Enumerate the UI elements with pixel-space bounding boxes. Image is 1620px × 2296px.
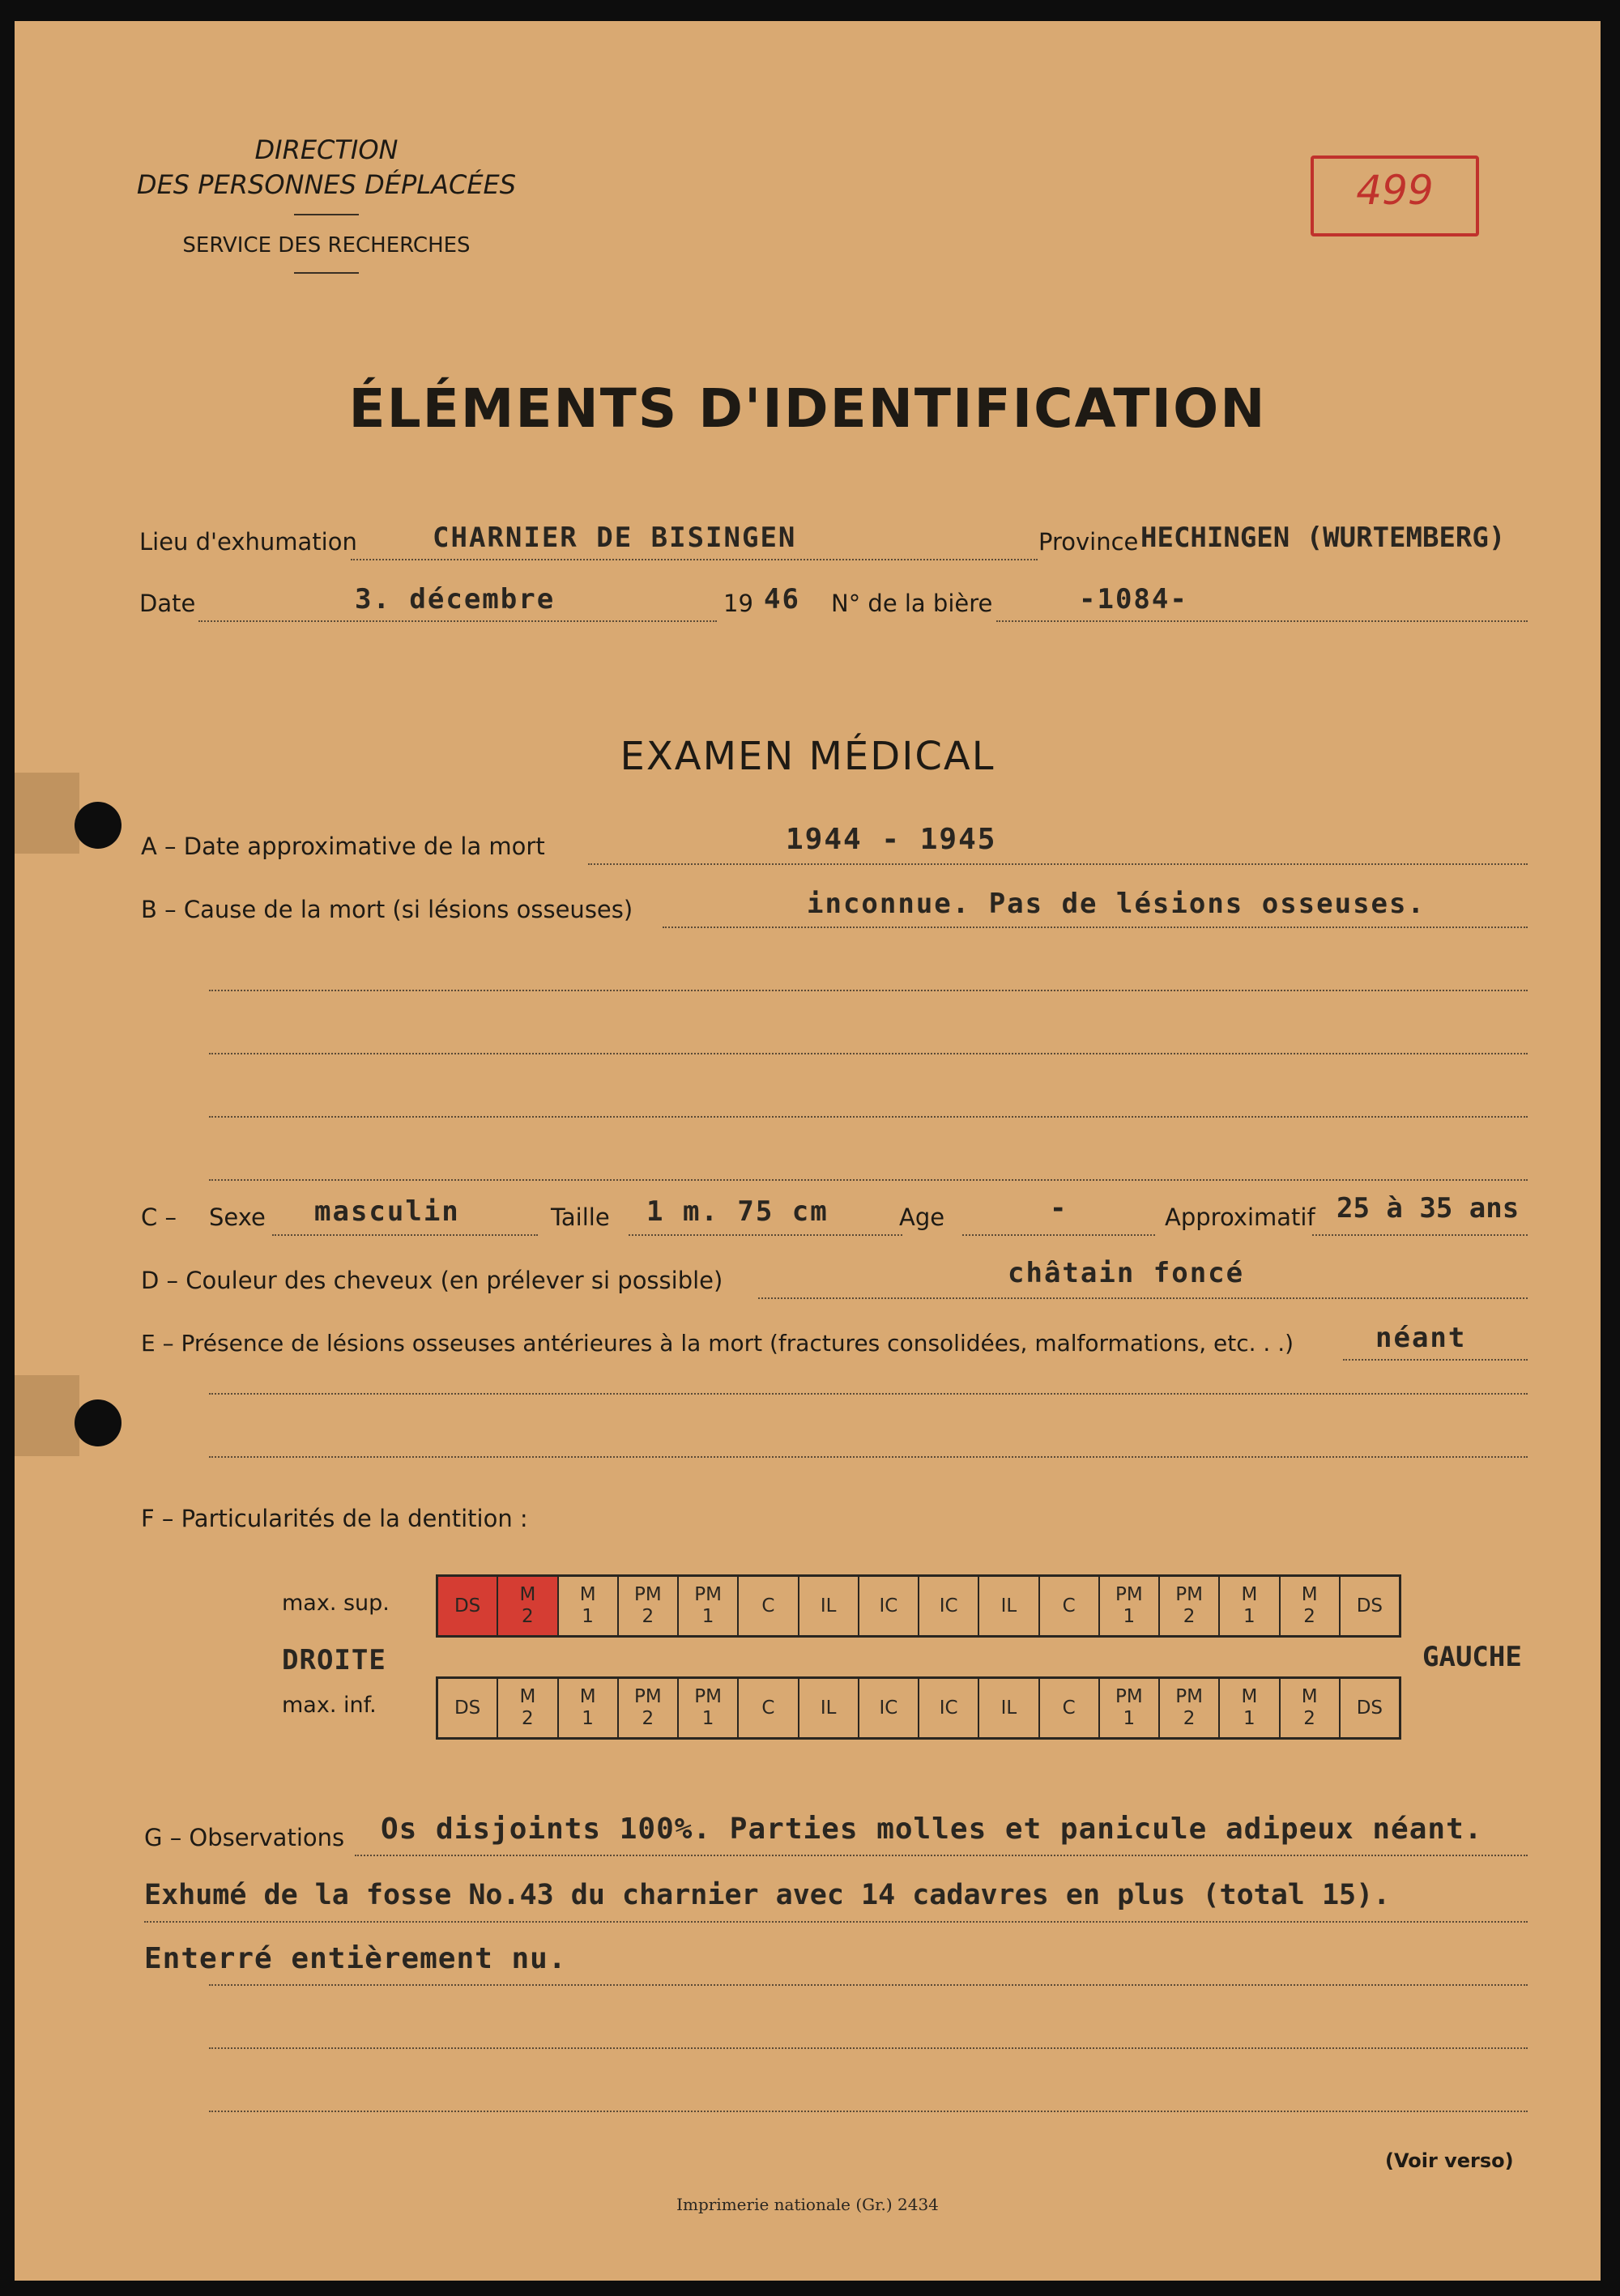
lieu-dotted-line bbox=[351, 559, 1038, 560]
tooth-cell bbox=[1040, 1577, 1100, 1635]
field-f-label: F – Particularités de la dentition : bbox=[141, 1505, 528, 1532]
tooth-cell bbox=[739, 1679, 799, 1737]
header-divider bbox=[294, 272, 359, 274]
field-b-value: inconnue. Pas de lésions osseuses. bbox=[807, 888, 1426, 920]
tooth-cell bbox=[619, 1577, 679, 1635]
biere-dotted-line bbox=[996, 620, 1528, 622]
sexe-dotted-line bbox=[272, 1234, 538, 1236]
tooth-cell bbox=[979, 1577, 1039, 1635]
observations-dotted-line bbox=[355, 1855, 1528, 1856]
tooth-cell bbox=[438, 1577, 498, 1635]
tooth-type: C bbox=[761, 1595, 775, 1617]
upper-teeth-row bbox=[436, 1574, 1401, 1638]
page-title: ÉLÉMENTS D'IDENTIFICATION bbox=[348, 377, 1267, 440]
tooth-type: IC bbox=[879, 1697, 898, 1719]
header-divider bbox=[294, 214, 359, 215]
age-label: Age bbox=[899, 1203, 945, 1231]
tooth-type: PM bbox=[694, 1686, 722, 1707]
tooth-cell bbox=[739, 1577, 799, 1635]
tooth-cell bbox=[1341, 1679, 1399, 1737]
approx-label: Approximatif bbox=[1165, 1203, 1315, 1231]
blank-dotted-line bbox=[209, 1053, 1528, 1054]
lieu-label: Lieu d'exhumation bbox=[139, 528, 357, 556]
tooth-number: 2 bbox=[642, 1708, 654, 1729]
tooth-cell bbox=[1281, 1577, 1341, 1635]
field-b-label: B – Cause de la mort (si lésions osseuses) bbox=[141, 896, 633, 923]
tooth-cell bbox=[498, 1679, 558, 1737]
field-c-prefix: C – bbox=[141, 1203, 177, 1231]
tooth-cell bbox=[1040, 1679, 1100, 1737]
tooth-number: 2 bbox=[522, 1606, 534, 1627]
tooth-number: 2 bbox=[1303, 1606, 1315, 1627]
tooth-type: IC bbox=[939, 1595, 958, 1617]
field-a-value: 1944 - 1945 bbox=[786, 823, 997, 856]
tooth-number: 1 bbox=[1123, 1708, 1136, 1729]
tooth-type: DS bbox=[1356, 1697, 1383, 1719]
tooth-type: IL bbox=[1000, 1697, 1017, 1719]
tooth-type: C bbox=[1062, 1697, 1076, 1719]
tooth-type: DS bbox=[454, 1595, 481, 1617]
field-d-dotted-line bbox=[758, 1297, 1528, 1299]
observation-line-3: Enterré entièrement nu. bbox=[144, 1942, 567, 1975]
field-a-dotted-line bbox=[588, 863, 1528, 865]
tooth-cell bbox=[799, 1577, 859, 1635]
tooth-type: M bbox=[1241, 1686, 1258, 1707]
tooth-number: 2 bbox=[642, 1606, 654, 1627]
tooth-number: 1 bbox=[701, 1606, 714, 1627]
sexe-value: masculin bbox=[314, 1195, 460, 1228]
tooth-cell bbox=[919, 1577, 979, 1635]
left-side-label: GAUCHE bbox=[1422, 1641, 1522, 1673]
tooth-cell bbox=[438, 1679, 498, 1737]
tooth-number: 2 bbox=[1183, 1708, 1196, 1729]
sexe-label: Sexe bbox=[209, 1203, 266, 1231]
tooth-type: IL bbox=[820, 1697, 837, 1719]
punch-hole bbox=[75, 802, 122, 849]
tooth-type: M bbox=[1241, 1584, 1258, 1605]
observations-dotted-line bbox=[144, 1921, 1528, 1923]
taille-dotted-line bbox=[629, 1234, 902, 1236]
tooth-type: M bbox=[519, 1686, 536, 1707]
tooth-type: DS bbox=[1356, 1595, 1383, 1617]
tooth-cell bbox=[859, 1679, 919, 1737]
upper-jaw-label: max. sup. bbox=[282, 1591, 390, 1616]
header-direction: DIRECTION bbox=[254, 134, 399, 165]
header-service: SERVICE DES RECHERCHES bbox=[182, 233, 471, 258]
tooth-cell bbox=[1281, 1679, 1341, 1737]
field-e-label: E – Présence de lésions osseuses antérieures à la mort (fractures consolidées, malformations, etc. . .) bbox=[141, 1330, 1294, 1357]
taille-label: Taille bbox=[551, 1203, 610, 1231]
section-title: EXAMEN MÉDICAL bbox=[620, 734, 995, 779]
ref-number: 499 bbox=[1356, 167, 1434, 214]
tooth-cell bbox=[1100, 1577, 1160, 1635]
tooth-number: 1 bbox=[1243, 1606, 1256, 1627]
voir-verso: (Voir verso) bbox=[1385, 2149, 1514, 2172]
lieu-value: CHARNIER DE BISINGEN bbox=[433, 522, 797, 554]
tooth-type: PM bbox=[1115, 1584, 1143, 1605]
tooth-number: 1 bbox=[1243, 1708, 1256, 1729]
tooth-type: PM bbox=[1175, 1584, 1203, 1605]
tooth-type: PM bbox=[1175, 1686, 1203, 1707]
year-value: 46 bbox=[764, 583, 800, 616]
tooth-type: PM bbox=[1115, 1686, 1143, 1707]
blank-dotted-line bbox=[209, 2047, 1528, 2049]
tooth-number: 1 bbox=[1123, 1606, 1136, 1627]
age-dotted-line bbox=[962, 1234, 1155, 1236]
tooth-cell bbox=[1220, 1679, 1280, 1737]
tooth-number: 2 bbox=[1183, 1606, 1196, 1627]
tooth-type: M bbox=[579, 1584, 596, 1605]
tooth-cell bbox=[979, 1679, 1039, 1737]
tooth-number: 2 bbox=[1303, 1708, 1315, 1729]
tooth-cell bbox=[1160, 1679, 1220, 1737]
tooth-cell bbox=[559, 1679, 619, 1737]
tooth-type: IC bbox=[939, 1697, 958, 1719]
province-label: Province bbox=[1038, 528, 1139, 556]
province-value: HECHINGEN (WURTEMBERG) bbox=[1140, 522, 1506, 554]
tooth-type: IL bbox=[820, 1595, 837, 1617]
observation-line-1: Os disjoints 100%. Parties molles et panicule adipeux néant. bbox=[381, 1813, 1483, 1846]
observations-label: G – Observations bbox=[144, 1824, 345, 1851]
tooth-type: C bbox=[761, 1697, 775, 1719]
tooth-number: 1 bbox=[582, 1606, 594, 1627]
tooth-cell bbox=[1160, 1577, 1220, 1635]
tooth-cell bbox=[679, 1577, 739, 1635]
tooth-type: PM bbox=[694, 1584, 722, 1605]
tooth-cell bbox=[559, 1577, 619, 1635]
tooth-type: PM bbox=[634, 1584, 662, 1605]
tooth-type: M bbox=[1301, 1686, 1318, 1707]
taille-value: 1 m. 75 cm bbox=[646, 1195, 829, 1228]
tooth-type: DS bbox=[454, 1697, 481, 1719]
date-label: Date bbox=[139, 590, 196, 617]
tooth-cell bbox=[1220, 1577, 1280, 1635]
tooth-type: PM bbox=[634, 1686, 662, 1707]
field-b-dotted-line bbox=[663, 926, 1528, 928]
field-e-value: néant bbox=[1375, 1322, 1467, 1354]
blank-dotted-line bbox=[209, 990, 1528, 991]
tooth-type: M bbox=[1301, 1584, 1318, 1605]
tooth-cell bbox=[919, 1679, 979, 1737]
tooth-number: 2 bbox=[522, 1708, 534, 1729]
year-prefix: 19 bbox=[723, 590, 753, 617]
printer-imprint: Imprimerie nationale (Gr.) 2434 bbox=[676, 2195, 939, 2214]
field-d-label: D – Couleur des cheveux (en prélever si possible) bbox=[141, 1267, 723, 1294]
date-dotted-line bbox=[198, 620, 717, 622]
blank-dotted-line bbox=[209, 1179, 1528, 1181]
blank-dotted-line bbox=[209, 1393, 1528, 1395]
biere-value: -1084- bbox=[1079, 583, 1188, 616]
tooth-cell bbox=[799, 1679, 859, 1737]
lower-jaw-label: max. inf. bbox=[282, 1693, 377, 1718]
tooth-cell bbox=[619, 1679, 679, 1737]
header-department: DES PERSONNES DÉPLACÉES bbox=[136, 169, 517, 200]
biere-label: N° de la bière bbox=[831, 590, 993, 617]
tooth-number: 1 bbox=[582, 1708, 594, 1729]
field-d-value: châtain foncé bbox=[1008, 1257, 1245, 1289]
document-page bbox=[15, 21, 1601, 2281]
field-e-dotted-line bbox=[1343, 1359, 1528, 1361]
approx-value: 25 à 35 ans bbox=[1336, 1192, 1520, 1225]
tooth-number: 1 bbox=[701, 1708, 714, 1729]
field-a-label: A – Date approximative de la mort bbox=[141, 833, 545, 860]
punch-hole bbox=[75, 1399, 122, 1446]
blank-dotted-line bbox=[209, 1456, 1528, 1458]
blank-dotted-line bbox=[209, 1116, 1528, 1118]
tape-strip bbox=[15, 773, 79, 854]
tooth-cell bbox=[498, 1577, 558, 1635]
tooth-cell bbox=[1100, 1679, 1160, 1737]
approx-dotted-line bbox=[1312, 1234, 1528, 1236]
tooth-type: IC bbox=[879, 1595, 898, 1617]
tooth-type: IL bbox=[1000, 1595, 1017, 1617]
right-side-label: DROITE bbox=[282, 1644, 386, 1676]
tape-strip bbox=[15, 1375, 79, 1456]
observation-line-2: Exhumé de la fosse No.43 du charnier avec 14 cadavres en plus (total 15). bbox=[144, 1879, 1391, 1911]
tooth-cell bbox=[859, 1577, 919, 1635]
age-value: - bbox=[1050, 1192, 1068, 1225]
blank-dotted-line bbox=[209, 2111, 1528, 2112]
observations-dotted-line bbox=[209, 1984, 1528, 1986]
tooth-type: M bbox=[519, 1584, 536, 1605]
tooth-cell bbox=[1341, 1577, 1399, 1635]
date-value: 3. décembre bbox=[355, 583, 556, 616]
tooth-type: M bbox=[579, 1686, 596, 1707]
lower-teeth-row bbox=[436, 1676, 1401, 1740]
tooth-type: C bbox=[1062, 1595, 1076, 1617]
tooth-cell bbox=[679, 1679, 739, 1737]
